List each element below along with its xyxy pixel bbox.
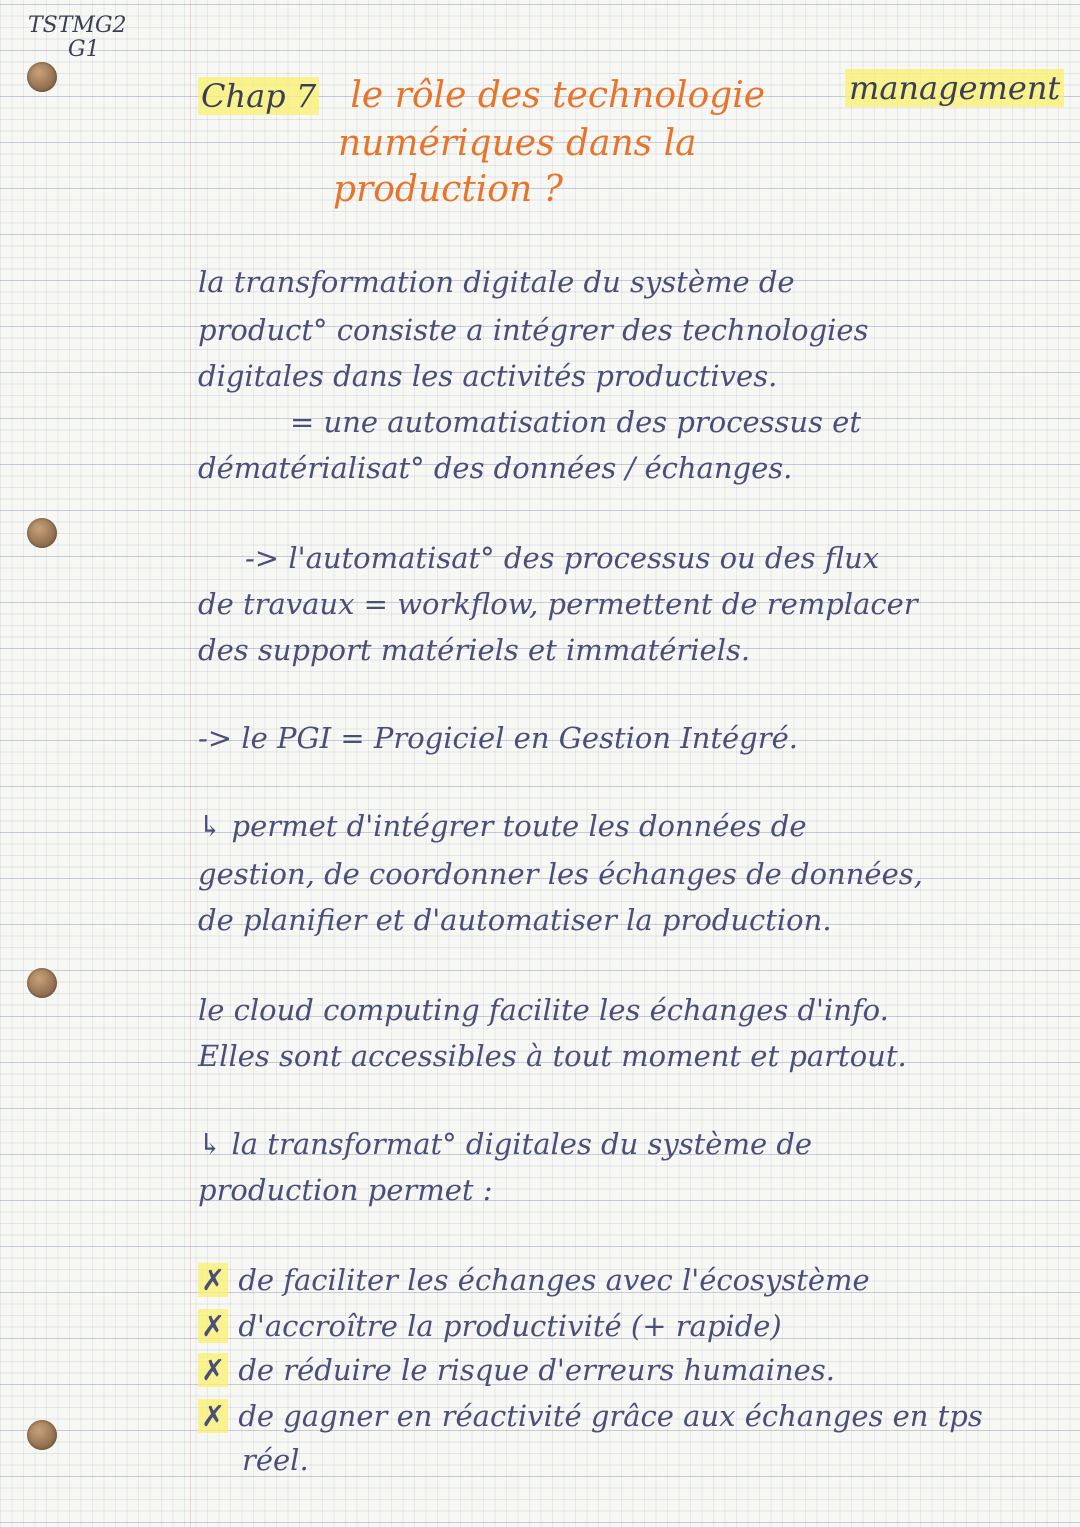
p6-line: ↳ la transformat° digitales du système de [198,1127,813,1161]
binder-hole-1 [27,62,57,92]
p1-line: digitales dans les activités productives. [198,359,778,393]
p5-line: Elles sont accessibles à tout moment et partout. [198,1039,907,1073]
bullet-continuation: réel. [242,1443,309,1477]
p1-line: la transformation digitale du système de [198,265,795,299]
title-suffix [845,70,1064,107]
p2-line: des support matériels et immatériels. [198,633,751,667]
p6-line: production permet : [198,1173,493,1207]
cross-marker-icon: ✗ [198,1309,228,1343]
chapter-title-line-1: le rôle des technologie [350,75,766,116]
cross-marker-icon: ✗ [198,1263,228,1297]
p1-line: = une automatisation des processus et [290,405,861,439]
bullet-item [198,1352,835,1388]
class-label-line: TSTMG2 [28,13,127,38]
bullet-text: de gagner en réactivité grâce aux échanges en tps [238,1399,983,1433]
p1-line: dématérialisat° des données / échanges. [198,451,793,485]
p2-line: de travaux = workflow, permettent de remplacer [198,587,918,621]
class-label-line: G1 [68,37,100,62]
class-label [28,0,127,62]
binder-hole-4 [27,1420,57,1450]
title-suffix-text: management [845,69,1064,107]
p1-line: product° consiste a intégrer des technologies [198,313,869,347]
chapter-title-row [198,75,766,116]
chapter-label: Chap 7 [198,77,319,115]
bullet-item [198,1262,870,1298]
p2-line: -> l'automatisat° des processus ou des flux [245,541,880,575]
bullet-text: de réduire le risque d'erreurs humaines. [238,1353,835,1387]
margin-line [190,0,191,1527]
chapter-title-line-3: production ? [333,169,563,210]
binder-hole-2 [27,518,57,548]
bullet-text: d'accroître la productivité (+ rapide) [238,1309,782,1343]
p4-line: ↳ permet d'intégrer toute les données de [198,809,807,843]
p5-line: le cloud computing facilite les échanges d'info. [198,993,889,1027]
cross-marker-icon: ✗ [198,1399,228,1433]
p4-line: de planifier et d'automatiser la production. [198,903,832,937]
p3-line: -> le PGI = Progiciel en Gestion Intégré. [198,721,798,755]
bullet-item [198,1398,983,1434]
chapter-title-line-2: numériques dans la [338,123,697,164]
bullet-text: de faciliter les échanges avec l'écosystème [238,1263,870,1297]
binder-hole-3 [27,968,57,998]
p4-line: gestion, de coordonner les échanges de données, [198,857,923,891]
bullet-item [198,1308,782,1344]
cross-marker-icon: ✗ [198,1353,228,1387]
